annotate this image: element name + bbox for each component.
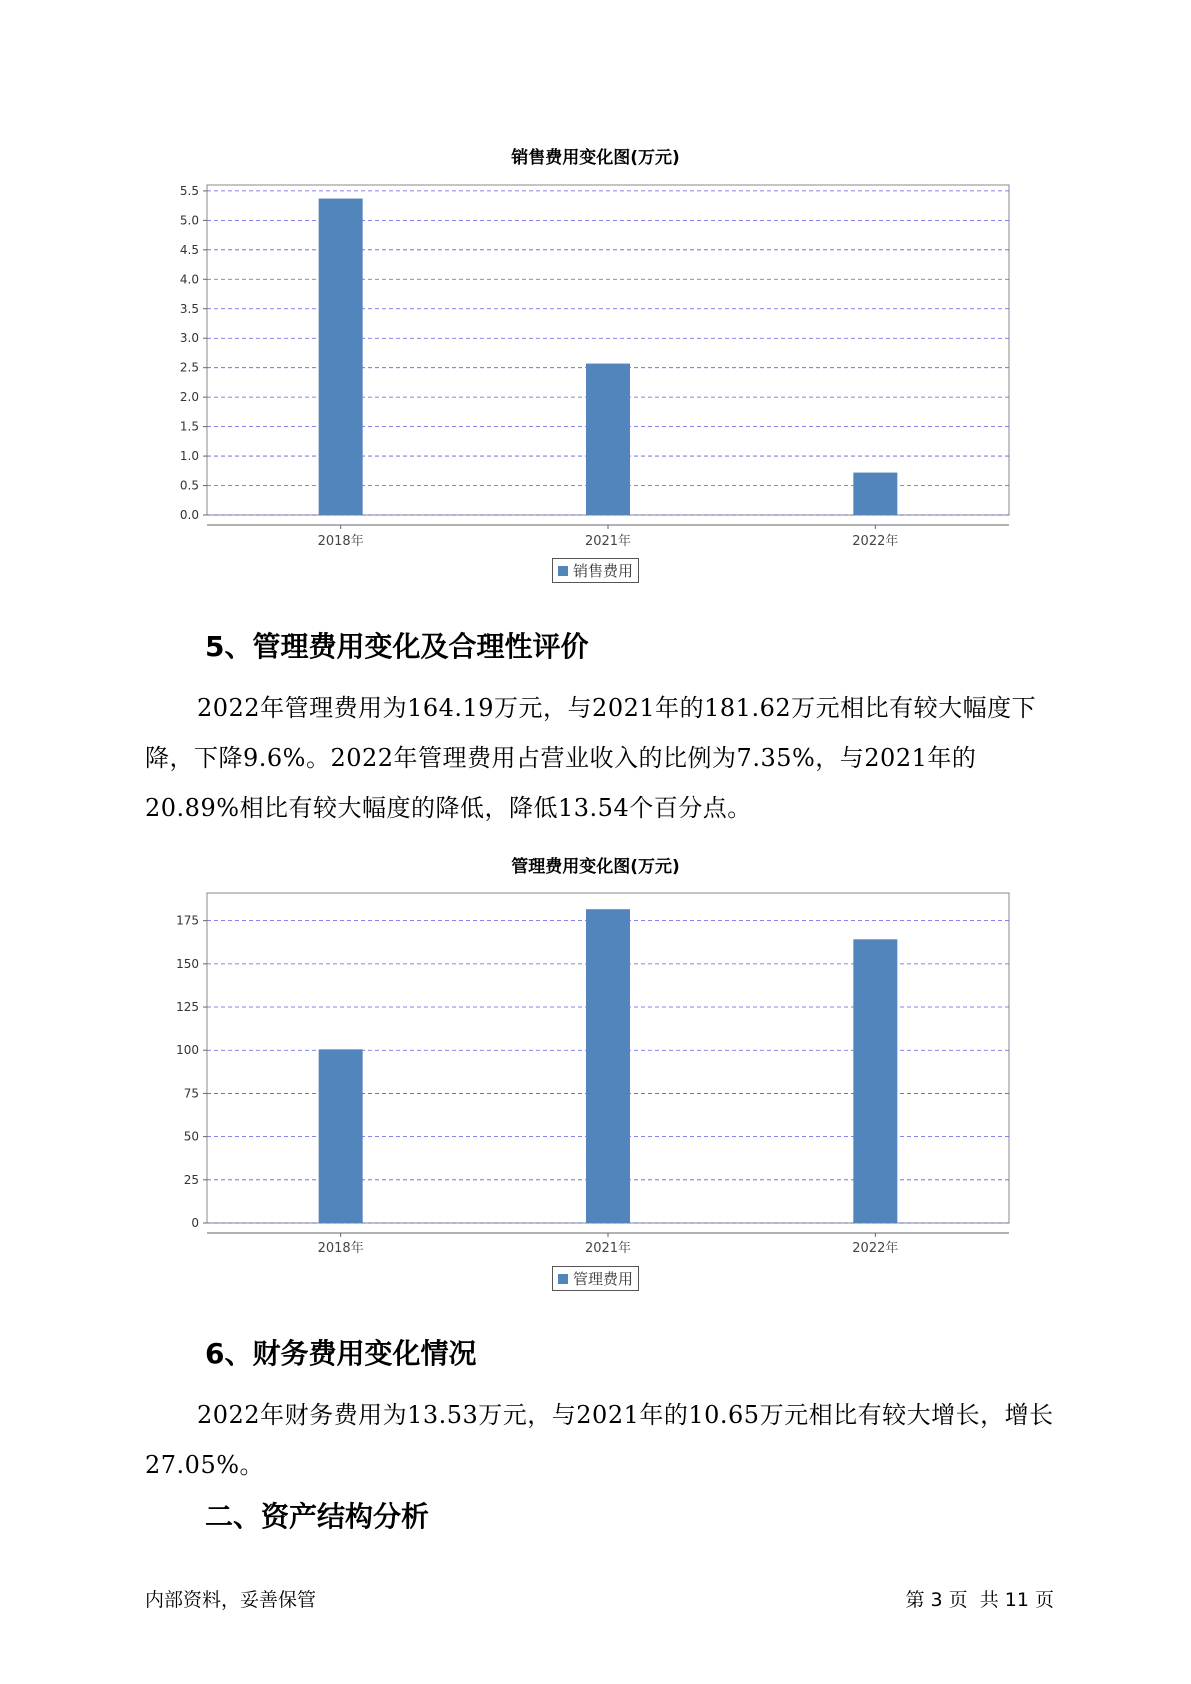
y-tick-label: 4.0 bbox=[179, 272, 199, 287]
x-tick-label: 2018年 bbox=[317, 534, 364, 549]
y-tick-label: 175 bbox=[176, 913, 199, 928]
legend-label: 销售费用 bbox=[573, 562, 634, 580]
section-5-heading: 5、管理费用变化及合理性评价 bbox=[205, 630, 589, 663]
y-tick-label: 3.0 bbox=[179, 331, 199, 346]
admin-expense-chart-title: 管理费用变化图(万元) bbox=[511, 857, 680, 877]
bar-2021年 bbox=[586, 909, 630, 1223]
y-tick-label: 2.0 bbox=[179, 390, 199, 405]
sales-expense-chart-title: 销售费用变化图(万元) bbox=[511, 148, 680, 168]
y-tick-label: 100 bbox=[176, 1043, 199, 1058]
y-tick-label: 75 bbox=[183, 1086, 199, 1101]
x-tick-label: 2022年 bbox=[852, 534, 899, 549]
bar-2022年 bbox=[853, 939, 897, 1223]
y-tick-label: 0.5 bbox=[179, 478, 199, 493]
x-tick-label: 2021年 bbox=[584, 1241, 632, 1256]
legend-swatch bbox=[558, 1274, 568, 1284]
legend-label: 管理费用 bbox=[573, 1270, 634, 1288]
y-tick-label: 125 bbox=[176, 1000, 199, 1015]
y-tick-label: 5.0 bbox=[179, 213, 199, 228]
footer-confidential-note: 内部资料，妥善保管 bbox=[145, 1589, 317, 1611]
y-tick-label: 0 bbox=[191, 1216, 199, 1230]
y-tick-label: 150 bbox=[176, 956, 199, 971]
section-two-heading: 二、资产结构分析 bbox=[205, 1500, 430, 1533]
x-tick-label: 2021年 bbox=[584, 534, 632, 549]
y-tick-label: 25 bbox=[183, 1172, 199, 1187]
admin-expense-legend bbox=[552, 1266, 639, 1291]
x-tick-label: 2018年 bbox=[317, 1241, 364, 1256]
y-tick-label: 50 bbox=[183, 1129, 199, 1144]
bar-2018年 bbox=[319, 1049, 363, 1223]
section-5-paragraph: 2022年管理费用为164.19万元，与2021年的181.62万元相比有较大幅度下降，下降9.6%。2022年管理费用占营业收入的比例为7.35%，与2021年的20.89%相比有较大幅度的降低，降低13.54个百分点。 bbox=[145, 694, 1037, 822]
section-6-heading: 6、财务费用变化情况 bbox=[205, 1337, 477, 1370]
y-tick-label: 1.0 bbox=[179, 449, 199, 464]
y-tick-label: 5.5 bbox=[179, 183, 199, 198]
section-6-paragraph: 2022年财务费用为13.53万元，与2021年的10.65万元相比有较大增长，增长27.05%。 bbox=[145, 1401, 1054, 1479]
y-tick-label: 2.5 bbox=[179, 360, 199, 375]
y-tick-label: 0.0 bbox=[179, 508, 199, 522]
footer-page-number: 第 3 页 共 11 页 bbox=[905, 1589, 1054, 1611]
y-tick-label: 3.5 bbox=[179, 301, 199, 316]
y-tick-label: 4.5 bbox=[179, 242, 199, 257]
y-tick-label: 1.5 bbox=[179, 419, 199, 434]
x-tick-label: 2022年 bbox=[852, 1241, 899, 1256]
